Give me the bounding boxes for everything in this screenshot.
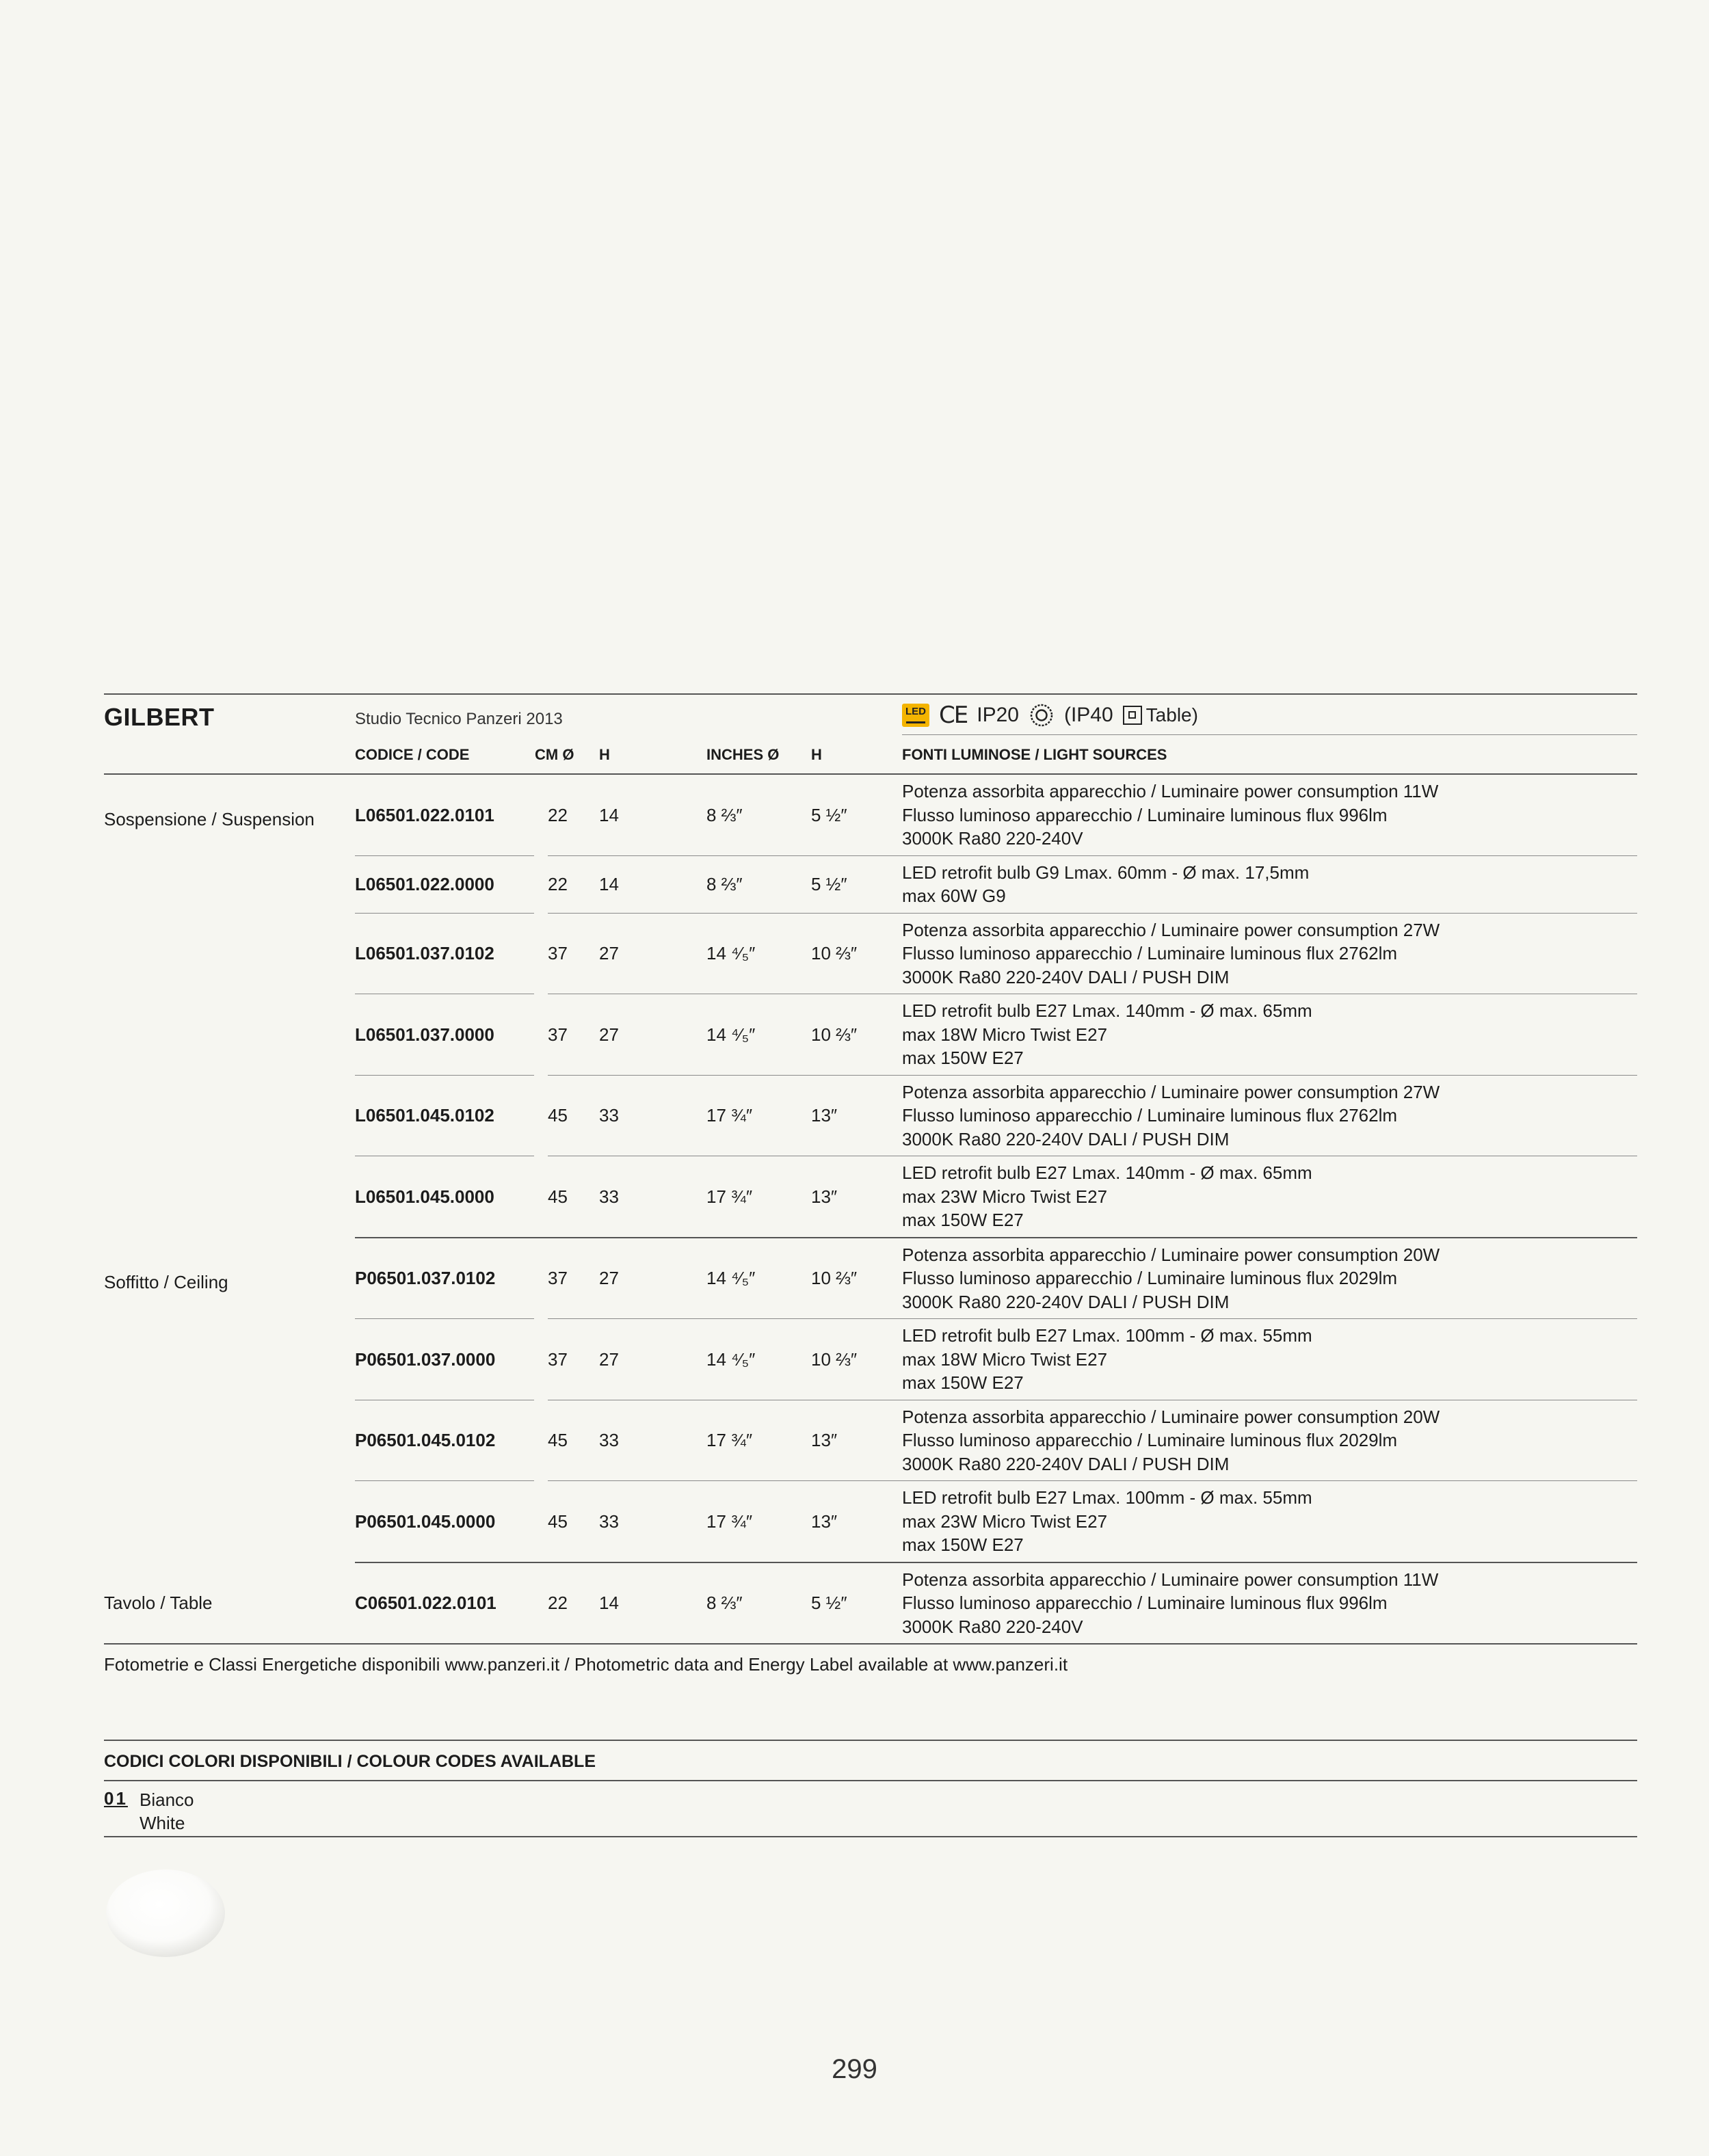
ip40-rating: (IP40 bbox=[1063, 704, 1113, 726]
spacer-cell bbox=[534, 1319, 548, 1400]
cm-diameter: 22 bbox=[548, 775, 599, 855]
cm-height: 33 bbox=[599, 1075, 706, 1156]
section-label bbox=[104, 1562, 355, 1645]
inches-diameter: 14 ⁴⁄₅″ bbox=[706, 1319, 811, 1400]
spacer-cell bbox=[534, 775, 548, 855]
light-source-spec bbox=[902, 1075, 1637, 1156]
designer-credit: Studio Tecnico Panzeri 2013 bbox=[355, 710, 563, 728]
light-source-spec bbox=[902, 1156, 1637, 1238]
product-code: L06501.022.0000 bbox=[355, 855, 534, 913]
cm-height: 14 bbox=[599, 775, 706, 855]
cm-height: 14 bbox=[599, 855, 706, 913]
cm-diameter: 37 bbox=[548, 1238, 599, 1319]
cm-height: 27 bbox=[599, 994, 706, 1076]
ip20-rating: IP20 bbox=[977, 704, 1019, 726]
inches-height: 10 ⅔″ bbox=[811, 1319, 902, 1400]
col-inches-diameter: INCHES Ø bbox=[706, 746, 780, 763]
cm-height: 33 bbox=[599, 1400, 706, 1481]
cm-diameter: 37 bbox=[548, 1319, 599, 1400]
col-inches-height: H bbox=[811, 746, 822, 763]
light-source-spec bbox=[902, 994, 1637, 1076]
cm-height: 27 bbox=[599, 913, 706, 994]
table-row bbox=[104, 775, 1637, 855]
light-source-line: Potenza assorbita apparecchio / Luminaire power consumption 11W bbox=[902, 1569, 1439, 1590]
spacer-cell bbox=[534, 855, 548, 913]
light-source-line: Flusso luminoso apparecchio / Luminaire luminous flux 2029lm bbox=[902, 1268, 1398, 1288]
ip40-table-note: Table) bbox=[1145, 704, 1198, 726]
cm-height: 14 bbox=[599, 1562, 706, 1645]
inches-diameter: 17 ¾″ bbox=[706, 1400, 811, 1481]
light-source-spec bbox=[902, 855, 1637, 913]
double-insulation-icon bbox=[1123, 706, 1142, 725]
light-source-line: 3000K Ra80 220-240V bbox=[902, 1616, 1083, 1637]
inches-diameter: 17 ¾″ bbox=[706, 1075, 811, 1156]
light-source-line: Potenza assorbita apparecchio / Luminaire power consumption 20W bbox=[902, 1406, 1440, 1427]
led-icon-label: LED bbox=[905, 706, 926, 717]
product-code: L06501.045.0000 bbox=[355, 1156, 534, 1238]
spacer-cell bbox=[534, 994, 548, 1076]
inches-height: 10 ⅔″ bbox=[811, 1238, 902, 1319]
light-source-line: Flusso luminoso apparecchio / Luminaire luminous flux 2762lm bbox=[902, 1105, 1398, 1126]
inches-diameter: 14 ⁴⁄₅″ bbox=[706, 1238, 811, 1319]
table-row bbox=[104, 1562, 1637, 1645]
light-source-spec bbox=[902, 775, 1637, 855]
inches-diameter: 8 ⅔″ bbox=[706, 775, 811, 855]
inches-height: 13″ bbox=[811, 1481, 902, 1562]
light-source-line: 3000K Ra80 220-240V DALI / PUSH DIM bbox=[902, 1128, 1230, 1149]
cm-height: 27 bbox=[599, 1319, 706, 1400]
light-source-line: max 18W Micro Twist E27 bbox=[902, 1348, 1108, 1370]
inches-diameter: 8 ⅔″ bbox=[706, 855, 811, 913]
spec-table bbox=[104, 775, 1637, 1645]
inches-diameter: 8 ⅔″ bbox=[706, 1562, 811, 1645]
light-source-line: 3000K Ra80 220-240V bbox=[902, 828, 1083, 849]
light-source-line: Potenza assorbita apparecchio / Luminaire power consumption 27W bbox=[902, 919, 1440, 940]
spacer-cell bbox=[534, 1156, 548, 1238]
product-code: P06501.037.0102 bbox=[355, 1238, 534, 1319]
cm-height: 27 bbox=[599, 1238, 706, 1319]
inches-diameter: 17 ¾″ bbox=[706, 1156, 811, 1238]
inches-height: 13″ bbox=[811, 1156, 902, 1238]
light-source-spec bbox=[902, 1238, 1637, 1319]
light-source-line: max 18W Micro Twist E27 bbox=[902, 1024, 1108, 1045]
inches-diameter: 14 ⁴⁄₅″ bbox=[706, 913, 811, 994]
product-spec-sheet bbox=[104, 693, 1637, 1675]
light-source-line: Flusso luminoso apparecchio / Luminaire luminous flux 2762lm bbox=[902, 943, 1398, 963]
light-source-line: Flusso luminoso apparecchio / Luminaire luminous flux 2029lm bbox=[902, 1430, 1398, 1450]
product-code: L06501.037.0102 bbox=[355, 913, 534, 994]
light-source-line: max 60W G9 bbox=[902, 886, 1006, 906]
light-source-line: max 150W E27 bbox=[902, 1048, 1024, 1068]
product-code: L06501.022.0101 bbox=[355, 775, 534, 855]
light-source-line: LED retrofit bulb E27 Lmax. 140mm - Ø max. 65mm bbox=[902, 1162, 1312, 1183]
spacer-cell bbox=[534, 1075, 548, 1156]
light-source-line: LED retrofit bulb G9 Lmax. 60mm - Ø max. 17,5mm bbox=[902, 862, 1310, 883]
light-source-line: Potenza assorbita apparecchio / Luminaire power consumption 20W bbox=[902, 1244, 1440, 1265]
light-source-line: max 150W E27 bbox=[902, 1210, 1024, 1230]
class-ii-insulation-icon bbox=[1029, 702, 1055, 728]
section-name: Soffitto / Ceiling bbox=[104, 1271, 228, 1292]
cm-diameter: 45 bbox=[548, 1075, 599, 1156]
inches-height: 13″ bbox=[811, 1075, 902, 1156]
product-title: GILBERT bbox=[104, 703, 215, 731]
cm-diameter: 37 bbox=[548, 913, 599, 994]
light-source-line: 3000K Ra80 220-240V DALI / PUSH DIM bbox=[902, 1291, 1230, 1312]
spacer-cell bbox=[534, 1562, 548, 1645]
section-label bbox=[104, 775, 355, 1238]
col-code: CODICE / CODE bbox=[355, 746, 470, 763]
inches-diameter: 17 ¾″ bbox=[706, 1481, 811, 1562]
light-source-spec bbox=[902, 913, 1637, 994]
col-light-sources: FONTI LUMINOSE / LIGHT SOURCES bbox=[902, 746, 1167, 763]
product-code: P06501.045.0000 bbox=[355, 1481, 534, 1562]
section-label bbox=[104, 1238, 355, 1562]
product-header bbox=[104, 695, 1637, 734]
table-row bbox=[104, 1238, 1637, 1319]
colour-name-en: White bbox=[140, 1813, 185, 1833]
section-name: Tavolo / Table bbox=[104, 1592, 213, 1613]
inches-height: 5 ½″ bbox=[811, 775, 902, 855]
product-code: P06501.037.0000 bbox=[355, 1319, 534, 1400]
inches-diameter: 14 ⁴⁄₅″ bbox=[706, 994, 811, 1076]
light-source-line: 3000K Ra80 220-240V DALI / PUSH DIM bbox=[902, 966, 1230, 987]
spacer-cell bbox=[534, 1481, 548, 1562]
light-source-line: max 150W E27 bbox=[902, 1534, 1024, 1555]
inches-height: 5 ½″ bbox=[811, 855, 902, 913]
inches-height: 10 ⅔″ bbox=[811, 913, 902, 994]
light-source-spec bbox=[902, 1319, 1637, 1400]
light-source-line: 3000K Ra80 220-240V DALI / PUSH DIM bbox=[902, 1453, 1230, 1474]
spacer-cell bbox=[534, 913, 548, 994]
colour-codes-title: CODICI COLORI DISPONIBILI / COLOUR CODES AVAILABLE bbox=[104, 1752, 596, 1771]
spacer-cell bbox=[534, 1400, 548, 1481]
inches-height: 5 ½″ bbox=[811, 1562, 902, 1645]
cm-diameter: 37 bbox=[548, 994, 599, 1076]
colour-name-it: Bianco bbox=[140, 1789, 194, 1810]
footnote: Fotometrie e Classi Energetiche disponibili www.panzeri.it / Photometric data and Energy Label available at www.panzeri.it bbox=[104, 1654, 1068, 1675]
col-cm-height: H bbox=[599, 746, 610, 763]
cm-height: 33 bbox=[599, 1156, 706, 1238]
colour-item bbox=[104, 1781, 1637, 1836]
light-source-line: LED retrofit bulb E27 Lmax. 140mm - Ø max. 65mm bbox=[902, 1000, 1312, 1021]
product-code: L06501.045.0102 bbox=[355, 1075, 534, 1156]
colour-codes-section bbox=[104, 1740, 1637, 1837]
col-cm-diameter: CM Ø bbox=[535, 746, 574, 763]
cm-diameter: 45 bbox=[548, 1400, 599, 1481]
column-headers bbox=[104, 735, 1637, 773]
spacer-cell bbox=[534, 1238, 548, 1319]
light-source-spec bbox=[902, 1400, 1637, 1481]
product-code: C06501.022.0101 bbox=[355, 1562, 534, 1645]
inches-height: 10 ⅔″ bbox=[811, 994, 902, 1076]
cm-diameter: 45 bbox=[548, 1156, 599, 1238]
light-source-line: Potenza assorbita apparecchio / Luminaire power consumption 27W bbox=[902, 1081, 1440, 1102]
light-source-line: max 23W Micro Twist E27 bbox=[902, 1510, 1108, 1532]
cm-diameter: 45 bbox=[548, 1481, 599, 1562]
light-source-spec bbox=[902, 1562, 1637, 1645]
light-source-line: Flusso luminoso apparecchio / Luminaire luminous flux 996lm bbox=[902, 1593, 1388, 1613]
light-source-line: LED retrofit bulb E27 Lmax. 100mm - Ø max. 55mm bbox=[902, 1325, 1312, 1346]
light-source-line: Flusso luminoso apparecchio / Luminaire luminous flux 996lm bbox=[902, 804, 1388, 825]
product-code: L06501.037.0000 bbox=[355, 994, 534, 1076]
ce-mark-icon: CE bbox=[939, 702, 968, 729]
light-source-line: max 23W Micro Twist E27 bbox=[902, 1186, 1108, 1207]
inches-height: 13″ bbox=[811, 1400, 902, 1481]
certification-icons bbox=[902, 702, 1198, 729]
colour-code: 01 bbox=[104, 1788, 128, 1809]
light-source-line: LED retrofit bulb E27 Lmax. 100mm - Ø max. 55mm bbox=[902, 1487, 1312, 1508]
light-source-line: Potenza assorbita apparecchio / Luminaire power consumption 11W bbox=[902, 781, 1439, 801]
light-source-line: max 150W E27 bbox=[902, 1372, 1024, 1393]
section-name: Sospensione / Suspension bbox=[104, 809, 315, 829]
page-number: 299 bbox=[832, 2054, 877, 2084]
led-icon bbox=[902, 704, 929, 727]
cm-height: 33 bbox=[599, 1481, 706, 1562]
cm-diameter: 22 bbox=[548, 855, 599, 913]
product-code: P06501.045.0102 bbox=[355, 1400, 534, 1481]
cm-diameter: 22 bbox=[548, 1562, 599, 1645]
light-source-spec bbox=[902, 1481, 1637, 1562]
lamp-product-image bbox=[104, 1865, 227, 1961]
